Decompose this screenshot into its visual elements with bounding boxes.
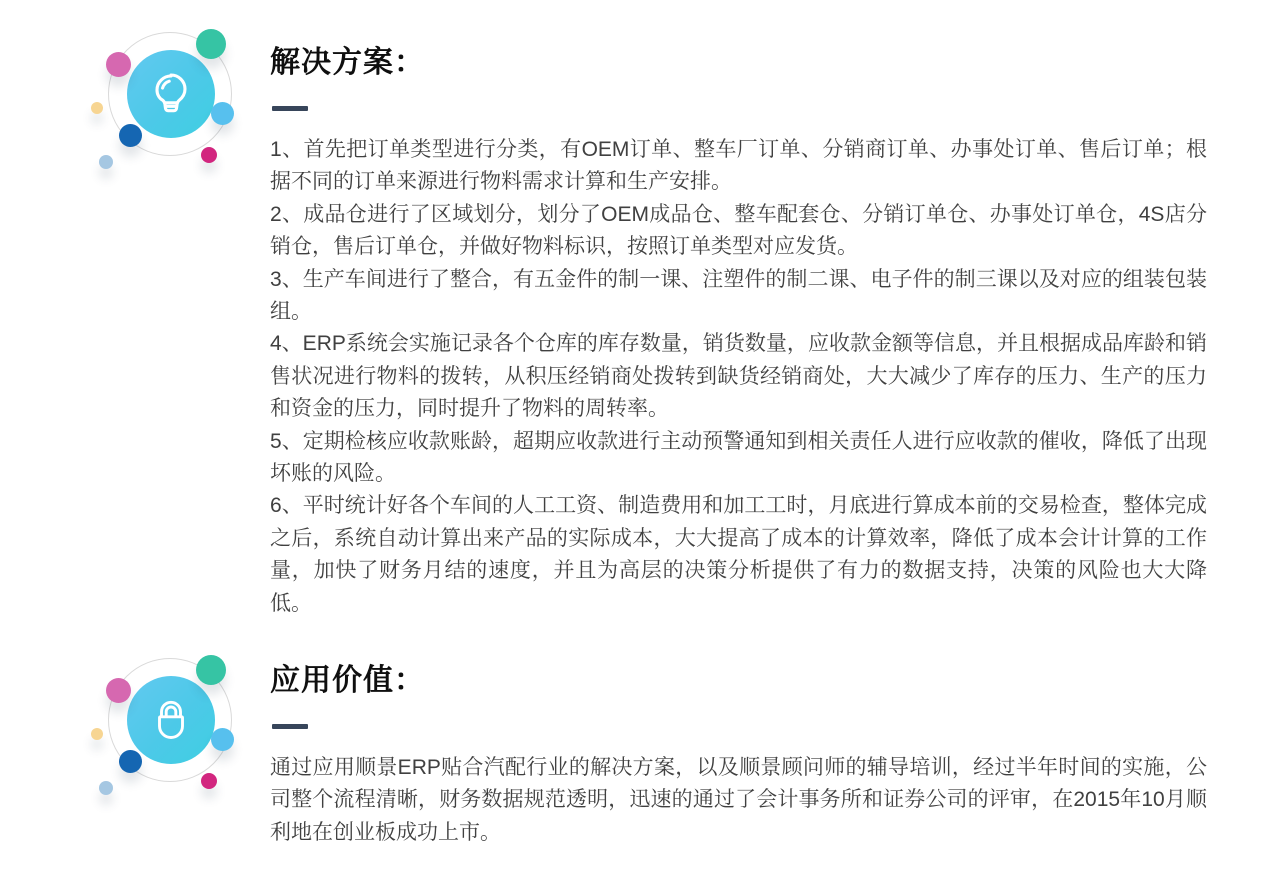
icon-disc	[127, 50, 215, 138]
value-paragraph: 通过应用顺景ERP贴合汽配行业的解决方案，以及顺景顾问师的辅导培训，经过半年时间的实施，公司整个流程清晰，财务数据规范透明，迅速的通过了会计事务所和证券公司的评审，在2015年10月顺利地在创业板成功上市。	[270, 756, 1207, 844]
solution-text-block	[270, 134, 1207, 620]
decorative-dot-pale-blue	[99, 781, 113, 795]
decorative-dot-teal	[196, 655, 226, 685]
decorative-dot-yellow	[91, 728, 103, 740]
solution-icon-group	[88, 22, 258, 192]
lightbulb-icon	[145, 68, 197, 120]
decorative-dot-yellow	[91, 102, 103, 114]
value-icon-group	[88, 648, 258, 818]
lock-icon	[145, 694, 197, 746]
solution-item-5: 5、定期检核应收款账龄，超期应收款进行主动预警通知到相关责任人进行应收款的催收，降低了出现坏账的风险。	[270, 429, 1207, 486]
decorative-dot-pale-blue	[99, 155, 113, 169]
solution-section-title: 解决方案：	[270, 46, 425, 79]
decorative-dot-pink	[106, 52, 131, 77]
decorative-dot-magenta	[201, 147, 217, 163]
solution-item-2: 2、成品仓进行了区域划分，划分了OEM成品仓、整车配套仓、分销订单仓、办事处订单仓，4S店分销仓，售后订单仓，并做好物料标识，按照订单类型对应发货。	[270, 202, 1207, 259]
value-text-block	[270, 752, 1207, 849]
value-section-title: 应用价值：	[270, 664, 425, 697]
solution-item-3: 3、生产车间进行了整合，有五金件的制一课、注塑件的制二课、电子件的制三课以及对应的组装包装组。	[270, 267, 1207, 324]
decorative-dot-pink	[106, 678, 131, 703]
solution-section	[270, 46, 1207, 620]
decorative-dot-sky-blue	[211, 728, 234, 751]
solution-item-6: 6、平时统计好各个车间的人工工资、制造费用和加工工时，月底进行算成本前的交易检查，整体完成之后，系统自动计算出来产品的实际成本，大大提高了成本的计算效率，降低了成本会计计算的工作量，加快了财务月结的速度，并且为高层的决策分析提供了有力的数据支持，决策的风险也大大降低。	[270, 494, 1207, 615]
decorative-dot-teal	[196, 29, 226, 59]
decorative-dot-dark-blue	[119, 124, 142, 147]
icon-disc	[127, 676, 215, 764]
decorative-dot-sky-blue	[211, 102, 234, 125]
title-underline	[272, 724, 308, 729]
decorative-dot-magenta	[201, 773, 217, 789]
title-underline	[272, 106, 308, 111]
decorative-dot-dark-blue	[119, 750, 142, 773]
solution-item-4: 4、ERP系统会实施记录各个仓库的库存数量，销货数量，应收款金额等信息，并且根据成品库龄和销售状况进行物料的拨转，从积压经销商处拨转到缺货经销商处，大大减少了库存的压力、生产的压力和资金的压力，同时提升了物料的周转率。	[270, 332, 1207, 421]
value-section	[270, 664, 1207, 849]
solution-item-1: 1、首先把订单类型进行分类，有OEM订单、整车厂订单、分销商订单、办事处订单、售后订单；根据不同的订单来源进行物料需求计算和生产安排。	[270, 138, 1207, 194]
